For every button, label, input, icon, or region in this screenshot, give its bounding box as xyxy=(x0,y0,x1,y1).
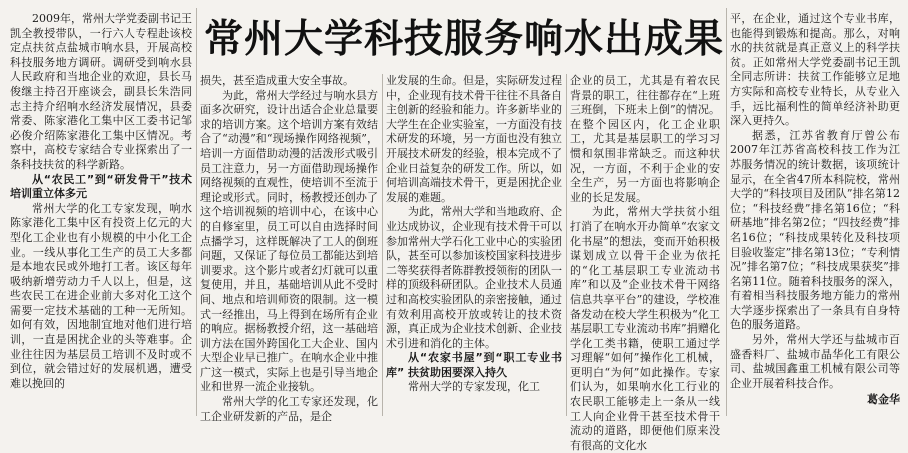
author-byline: 葛金华 xyxy=(867,393,900,407)
subheading: 从“农家书屋”到“职工专业书库” 扶贫助困要深入持久 xyxy=(386,351,562,379)
column-rule xyxy=(196,8,197,416)
column-rule xyxy=(382,74,383,416)
column-2 xyxy=(200,74,378,423)
paragraph: 平，在企业，通过这个专业书库，也能得到锻炼和提高。那么，对响水的扶贫就是真正意义上的科学扶贫。正如常州大学党委副书记王凯全同志所讲：扶贫工作能够立足地方实际和高校专业特长，从专业入手，远比福利性的简单经济补助更深入更持久。 xyxy=(730,12,900,128)
paragraph: 据悉，江苏省教育厅曾公布2007年江苏省高校科技工作为江苏服务情况的统计数据，该项统计显示，在全省47所本科院校，常州大学的“科技项目及团队”排名第12位；“科技经费”排名第16位；“科研基地”排名第2位；“四技经费”排名16位；“科技成果转化及科技项目验收鉴定”排名第13位；“专利情况”排名第7位；“科技成果获奖”排名第11位。随着科技服务的深入，有着相当科技服务地方能力的常州大学逐步探索出了一条具有自身特色的服务道路。 xyxy=(730,128,900,332)
paragraph: 常州大学的化工专家还发现，化工企业研发新的产品，是企 xyxy=(200,395,378,423)
paragraph: 常州大学的专家发现，化工 xyxy=(408,380,540,394)
column-1 xyxy=(10,12,192,420)
subheading: 从“农民工”到“研发骨干”技术培训重立体多元 xyxy=(10,172,192,201)
column-rule xyxy=(566,74,567,416)
column-5 xyxy=(730,12,900,420)
paragraph: 为此，常州大学经过与响水县方面多次研究，设计出适合企业总量要求的培训方案。这个培训方案有效结合了“动漫”和“现场操作网络视频”，培训一方面借助动漫的活泼形式吸引员工注意力，另一方面借助现场操作网络视频的直观性，使培训不至流于理论或形式。同时，杨教授还创办了这个培训视频的培训中心，在该中心的自修室里，员工可以自由选择时间点播学习，这样既解决了工人的倒班问题，又保证了每位员工都能达到培训要求。这个影片或者幻灯就可以重复使用，并且，基础培训从此不受时间、地点和培训师资的限制。这一模式一经推出，马上得到在场所有企业的响应。据杨教授介绍，这一基础培训方法在国外跨国化工大企业、国内大型企业早已推广。在响水企业中推广这一模式，实际上也是引导当地企业和世界一流企业接轨。 xyxy=(200,88,378,394)
paragraph: 另外，常州大学还与盐城市百盛香料厂、盐城市晶华化工有限公司、盐城国鑫重工机械有限公司等企业开展着科技合作。 xyxy=(730,333,900,390)
paragraph: 为此，常州大学和当地政府、企业达成协议，企业现有技术骨干可以参加常州大学石化工业中心的实验团队，甚至可以参加该校国家科技进步二等奖获得者陈群教授领衔的团队一样的顶级科研团队。企业技术人员通过和高校实验团队的亲密接触，通过有效利用高校开放或转让的技术资源，真正成为企业技术创新、企业技术引进和消化的主体。 xyxy=(386,205,562,350)
paragraph: 常州大学的化工专家发现，响水陈家港化工集中区有投资上亿元的大型化工企业也有小规模的中小化工企业。一线从事化工生产的员工大多都是本地农民或外地打工者。该区每年吸纳新增劳动力千人以上，但是，这些农民工在进企业前大多对化工这个需要一定技术基础的工种一无所知。如何有效，因地制宜地对他们进行培训，一直是困扰企业的头等难事。企业往往因为基层员工培训不及时或不到位，就会错过好的发展机遇，遭受难以挽回的 xyxy=(10,201,192,390)
paragraph: 2009年，常州大学党委副书记王凯全教授带队，一行六人专程赴该校定点扶贫点盐城市响水县，开展高校科技服务地方调研。调研受到响水县人民政府和当地企业的欢迎，县长马俊继主持召开座谈会，副县长朱浩同志主持介绍响水经济发展情况，县委常委、陈家港化工集中区工委书记邹必俊介绍陈家港化工集中区情况。考察中，高校专家结合专业探索出了一条科技扶贫的科学新路。 xyxy=(10,12,192,171)
paragraph: 损失，甚至造成重大安全事故。 xyxy=(200,74,354,87)
column-rule xyxy=(726,8,727,416)
column-3 xyxy=(386,74,562,420)
paragraph: 业发展的生命。但是，实际研发过程中，企业现有技术骨干往往不具备自主创新的经验和能力。许多新毕业的大学生在企业实验室，一方面没有技术研发的环境，另一方面也没有独立开展技术研发的经验，根本完成不了企业日益复杂的研发工作。所以，如何培训高端技术骨干，更是困扰企业发展的难题。 xyxy=(386,74,562,204)
headline: 常州大学科技服务响水出成果 xyxy=(204,17,725,62)
column-4 xyxy=(570,74,720,452)
paragraph: 企业的员工，尤其是有着农民背景的职工，往往都存在“上班三班倒，下班未上倒”的情况。在整个园区内，化工企业职工，尤其是基层职工的学习习惯和氛围非常缺乏。而这种状况，一方面，不利于企业的安全生产，另一方面也将影响企业的长足发展。 xyxy=(570,74,720,204)
paragraph: 为此，常州大学扶贫小组打消了在响水开办简单“农家文化书屋”的想法，变而开始积极谋划成立以骨干企业为依托的“化工基层职工专业流动书库”和以及“企业技术骨干网络信息共享平台”的建设，学校准备发动在校大学生积极为“化工基层职工专业流动书库”捐赠化学化工类书籍，使职工通过学习理解“如何”操作化工机械，更明白“为何”如此操作。专家们认为，如果响水化工行业的农民职工能够走上一条从一线工人向企业骨干甚至技术骨干流动的道路，即便他们原来没有很高的文化水 xyxy=(570,205,720,452)
